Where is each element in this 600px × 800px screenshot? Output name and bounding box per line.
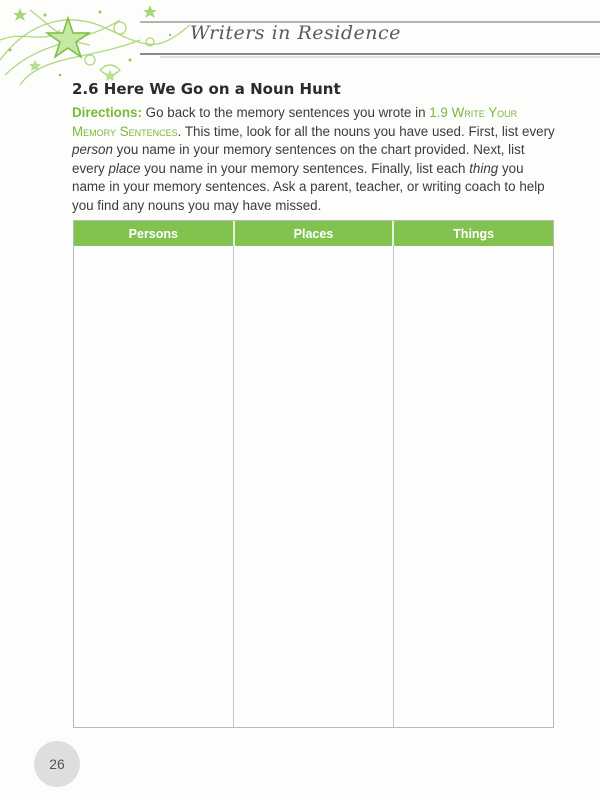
things-column[interactable] — [393, 246, 553, 727]
emphasis-person: person — [72, 142, 113, 158]
emphasis-place: place — [108, 160, 141, 176]
directions-text: . This time, look for all the nouns you have used. First, list every — [177, 123, 555, 139]
page-number: 26 — [49, 756, 65, 772]
emphasis-thing: thing — [469, 160, 499, 176]
noun-table — [74, 221, 553, 727]
header-persons: Persons — [74, 221, 234, 246]
lesson-reference: 1.9 Write Your Memory Sentences — [72, 105, 518, 139]
header-things: Things — [393, 221, 553, 246]
persons-column[interactable] — [74, 246, 234, 727]
directions-text: Go back to the memory sentences you wrote in — [141, 105, 430, 120]
directions-label: Directions: — [72, 105, 142, 120]
directions-text: you name in your memory sentences. Ask a parent, teacher, or writing coach to help you find any nouns you may have missed. — [72, 160, 545, 213]
directions-paragraph — [72, 104, 556, 216]
header-places: Places — [234, 221, 394, 246]
directions-text: you name in your memory sentences. Finally, list each — [140, 160, 470, 176]
places-column[interactable] — [234, 246, 394, 727]
noun-chart — [73, 220, 554, 728]
chart-body-row — [74, 246, 553, 727]
section-heading: 2.6 Here We Go on a Noun Hunt — [72, 80, 341, 98]
directions-text: you name in your memory sentences on the chart provided. Next, list every — [72, 142, 525, 176]
chart-header-row — [74, 221, 553, 246]
book-title: Writers in Residence — [190, 22, 401, 44]
